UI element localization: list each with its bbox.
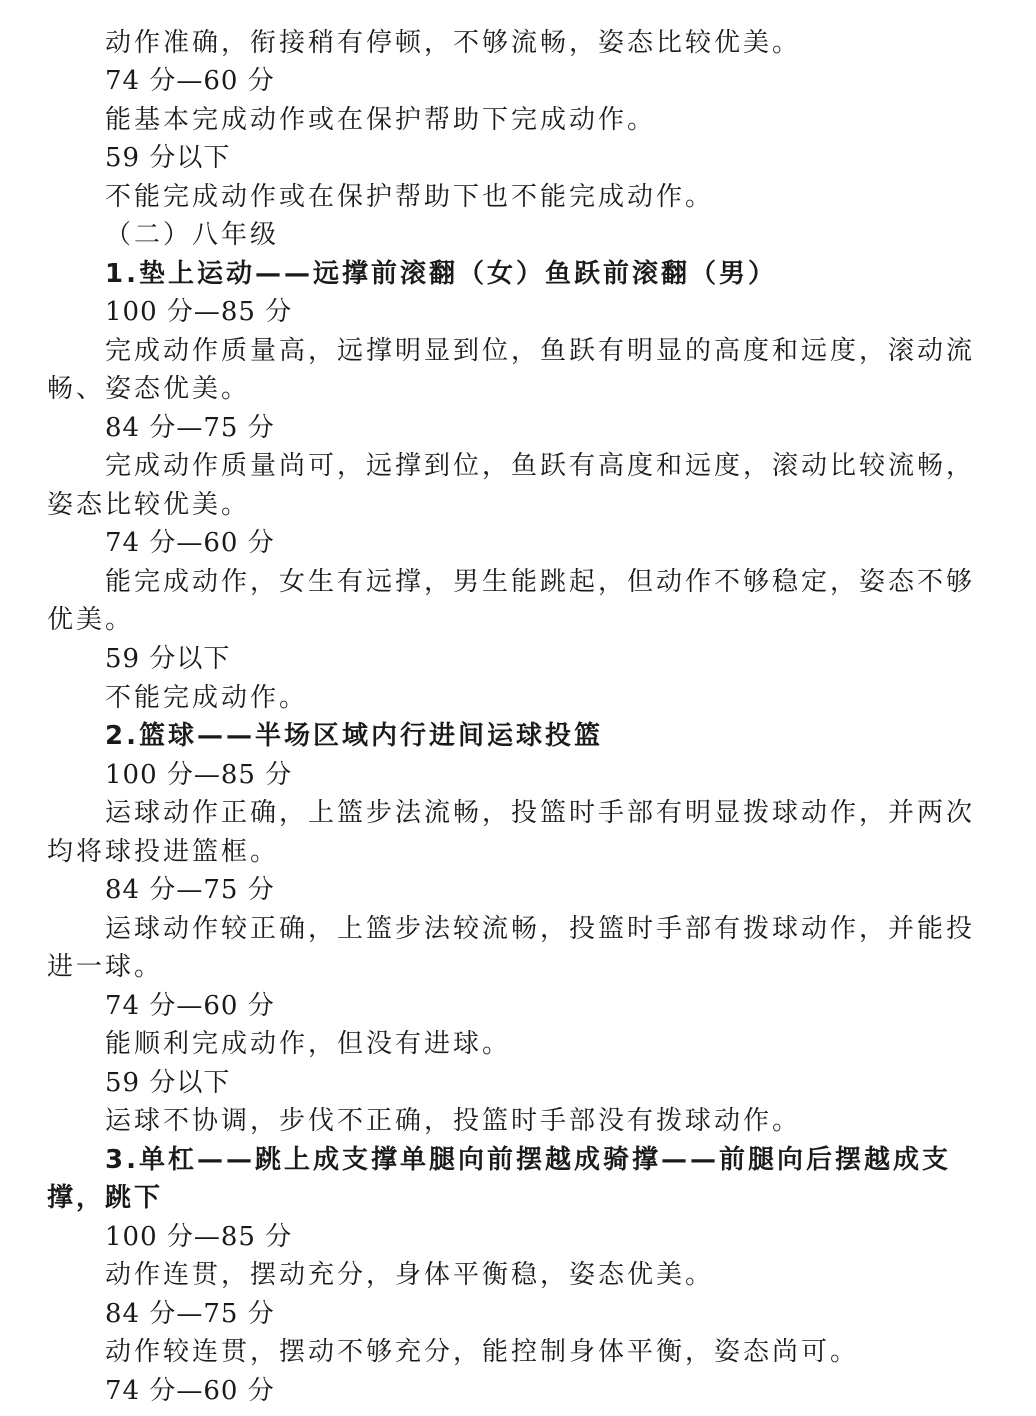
score-range: 59 分以下 xyxy=(105,1068,231,1098)
text-line: 动作连贯，摆动充分，身体平衡稳，姿态优美。 xyxy=(105,1260,715,1290)
section-heading: 1.垫上运动——远撑前滚翻（女）鱼跃前滚翻（男） xyxy=(105,259,777,289)
score-range: 100 分—85 分 xyxy=(105,760,293,790)
text-line: 不能完成动作。 xyxy=(105,683,309,713)
score-range: 74 分—60 分 xyxy=(105,1376,275,1406)
score-range: 100 分—85 分 xyxy=(105,297,293,327)
text-line: 完成动作质量尚可，远撑到位，鱼跃有高度和远度，滚动比较流畅， xyxy=(105,451,976,481)
score-range: 84 分—75 分 xyxy=(105,413,275,443)
section-heading: 3.单杠——跳上成支撑单腿向前摆越成骑撑——前腿向后摆越成支 xyxy=(105,1145,951,1175)
text-line: 能顺利完成动作，但没有进球。 xyxy=(105,1029,512,1059)
score-range: 74 分—60 分 xyxy=(105,66,275,96)
text-line: 进一球。 xyxy=(47,952,164,982)
score-range: 59 分以下 xyxy=(105,644,231,674)
score-range: 74 分—60 分 xyxy=(105,528,275,558)
text-line: 能基本完成动作或在保护帮助下完成动作。 xyxy=(105,105,657,135)
score-range: 59 分以下 xyxy=(105,143,231,173)
score-range: 84 分—75 分 xyxy=(105,1299,275,1329)
text-line: 优美。 xyxy=(47,605,135,635)
text-line: 运球动作较正确，上篮步法较流畅，投篮时手部有拨球动作，并能投 xyxy=(105,914,976,944)
text-line: （二）八年级 xyxy=(105,220,280,250)
text-line: 动作较连贯，摆动不够充分，能控制身体平衡，姿态尚可。 xyxy=(105,1337,860,1367)
score-range: 100 分—85 分 xyxy=(105,1222,293,1252)
text-line: 姿态比较优美。 xyxy=(47,490,251,520)
section-heading: 2.篮球——半场区域内行进间运球投篮 xyxy=(105,721,603,751)
score-range: 84 分—75 分 xyxy=(105,875,275,905)
text-line: 运球动作正确，上篮步法流畅，投篮时手部有明显拨球动作，并两次 xyxy=(105,798,976,828)
text-line: 动作准确，衔接稍有停顿，不够流畅，姿态比较优美。 xyxy=(105,28,802,58)
text-line: 能完成动作，女生有远撑，男生能跳起，但动作不够稳定，姿态不够 xyxy=(105,567,976,597)
text-line: 完成动作质量高，远撑明显到位，鱼跃有明显的高度和远度，滚动流 xyxy=(105,336,976,366)
text-line: 均将球投进篮框。 xyxy=(47,837,280,867)
score-range: 74 分—60 分 xyxy=(105,991,275,1021)
text-line: 不能完成动作或在保护帮助下也不能完成动作。 xyxy=(105,182,715,212)
section-heading: 撑，跳下 xyxy=(47,1183,164,1213)
text-line: 运球不协调，步伐不正确，投篮时手部没有拨球动作。 xyxy=(105,1106,802,1136)
text-line: 畅、姿态优美。 xyxy=(47,374,251,404)
